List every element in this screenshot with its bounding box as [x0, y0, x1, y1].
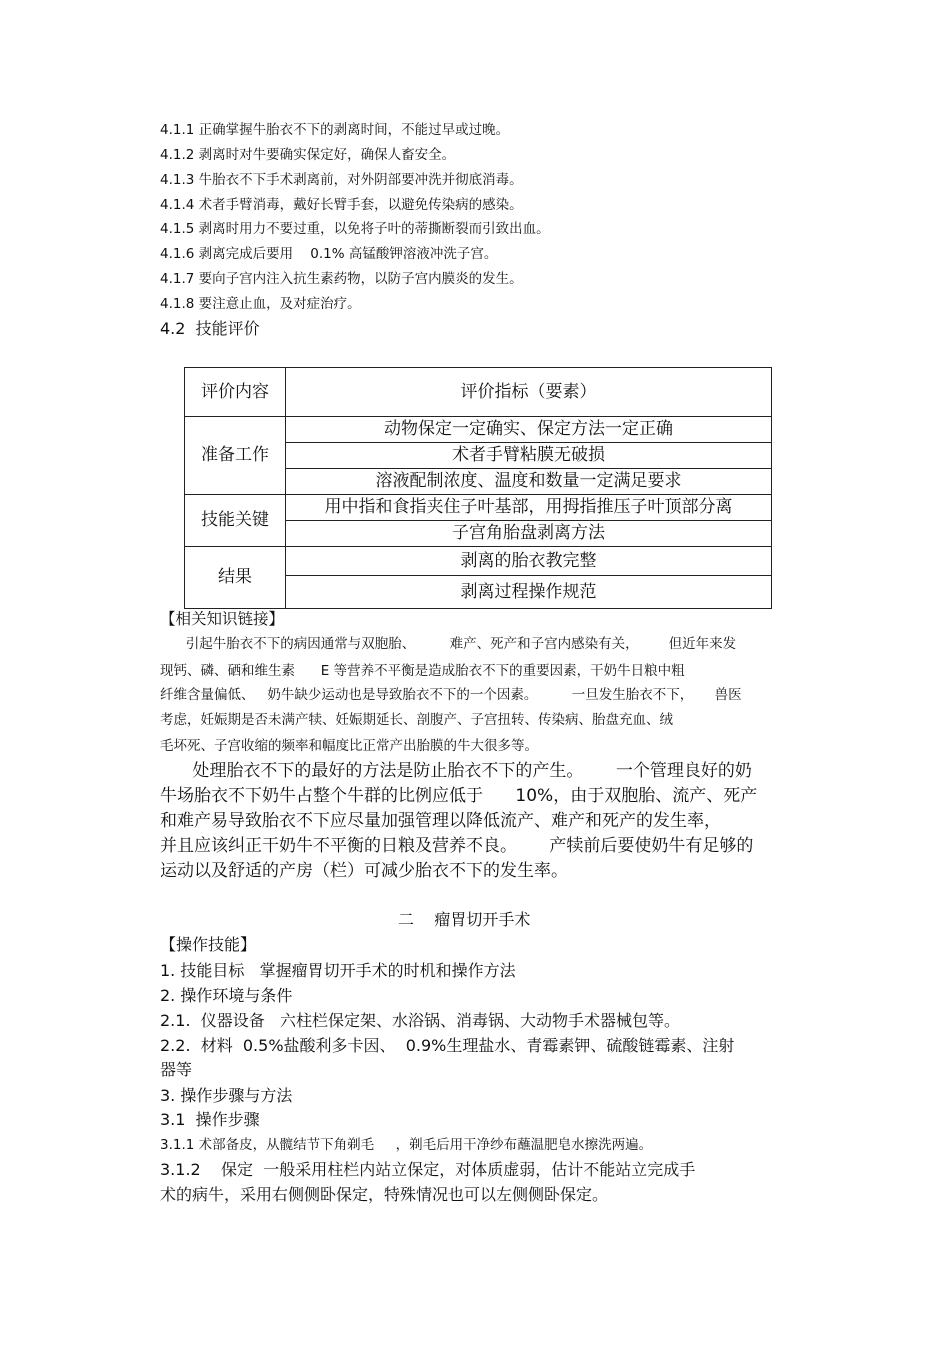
step-4-1-7: 4.1.7 要向子宫内注入抗生素药物，以防子宫内膜炎的发生。: [160, 271, 523, 287]
header-content: 评价内容: [185, 368, 286, 417]
knowledge-para1-line: 现钙、磷、硒和维生素 E 等营养不平衡是造成胎衣不下的重要因素，干奶牛日粮中粗: [160, 663, 685, 679]
knowledge-para2-line: 处理胎衣不下的最好的方法是防止胎衣不下的产生。 一个管理良好的奶: [160, 761, 752, 781]
step-4-1-1: 4.1.1 正确掌握牛胎衣不下的剥离时间，不能过早或过晚。: [160, 122, 510, 138]
section-2-line: 2.1. 仪器设备 六柱栏保定架、水浴锅、消毒锅、大动物手术器械包等。: [160, 1011, 680, 1030]
knowledge-para2-line: 和难产易导致胎衣不下应尽量加强管理以降低流产、难产和死产的发生率，: [160, 811, 721, 831]
result-item: 剥离的胎衣教完整: [286, 547, 772, 576]
step-3-1-1: 3.1.1 术部备皮，从髋结节下角剃毛 ，剃毛后用干净纱布蘸温肥皂水擦洗两遍。: [160, 1137, 653, 1153]
knowledge-para2-line: 并且应该纠正干奶牛不平衡的日粮及营养不良。 产犊前后要使奶牛有足够的: [160, 836, 754, 856]
step-3-1-2-line: 术的病牛，采用右侧侧卧保定，特殊情况也可以左侧侧卧保定。: [160, 1185, 609, 1204]
step-4-1-2: 4.1.2 剥离时对牛要确实保定好，确保人畜安全。: [160, 147, 456, 163]
prep-item: 术者手臂粘膜无破损: [286, 443, 772, 469]
knowledge-para1-line: 纤维含量偏低、 奶牛缺少运动也是导致胎衣不下的一个因素。 一旦发生胎衣不下， 兽医: [160, 687, 742, 703]
section-2-line: 3. 操作步骤与方法: [160, 1086, 293, 1105]
section-4-2-title: 4.2 技能评价: [160, 319, 260, 338]
result-item: 剥离过程操作规范: [286, 576, 772, 609]
section-2-line: 1. 技能目标 掌握瘤胃切开手术的时机和操作方法: [160, 961, 516, 980]
knowledge-para1-line: 考虑，妊娠期是否未满产犊、妊娠期延长、剖腹产、子宫扭转、传染病、胎盘充血、绒: [160, 712, 673, 728]
category-result: 结果: [185, 547, 286, 609]
prep-item: 溶液配制浓度、温度和数量一定满足要求: [286, 469, 772, 495]
section-2-title: 二 瘤胃切开手术: [398, 910, 531, 929]
step-4-1-4: 4.1.4 术者手臂消毒，戴好长臂手套，以避免传染病的感染。: [160, 197, 523, 213]
skill-evaluation-table: [184, 367, 772, 609]
step-4-1-5: 4.1.5 剥离时用力不要过重，以免将子叶的蒂撕断裂而引致出血。: [160, 221, 550, 237]
operation-skill-title: 【操作技能】: [160, 935, 257, 954]
header-indicator: 评价指标（要素）: [286, 368, 772, 417]
knowledge-para2-line: 牛场胎衣不下奶牛占整个牛群的比例应低于 10%，由于双胞胎、流产、死产: [160, 786, 758, 806]
section-2-line: 2.2. 材料 0.5%盐酸利多卡因、 0.9%生理盐水、青霉素钾、硫酸链霉素、注射: [160, 1036, 735, 1055]
skill-item: 子宫角胎盘剥离方法: [286, 521, 772, 547]
knowledge-para2-line: 运动以及舒适的产房（栏）可减少胎衣不下的发生率。: [160, 861, 568, 881]
section-2-line: 2. 操作环境与条件: [160, 986, 293, 1005]
knowledge-para1-line: 毛坏死、子宫收缩的频率和幅度比正常产出胎膜的牛大很多等。: [160, 738, 538, 754]
section-2-line: 3.1 操作步骤: [160, 1110, 260, 1129]
knowledge-link-title: 【相关知识链接】: [160, 610, 285, 628]
step-3-1-2-line: 3.1.2 保定 一般采用柱栏内站立保定，对体质虚弱，估计不能站立完成手: [160, 1160, 696, 1179]
section-2-line: 器等: [160, 1060, 193, 1079]
prep-item: 动物保定一定确实、保定方法一定正确: [286, 417, 772, 443]
step-4-1-3: 4.1.3 牛胎衣不下手术剥离前，对外阴部要冲洗并彻底消毒。: [160, 172, 523, 188]
step-4-1-8: 4.1.8 要注意止血，及对症治疗。: [160, 296, 361, 312]
category-prep: 准备工作: [185, 417, 286, 495]
step-4-1-6: 4.1.6 剥离完成后要用 0.1% 高锰酸钾溶液冲洗子宫。: [160, 246, 498, 262]
knowledge-para1-line: 引起牛胎衣不下的病因通常与双胞胎、 难产、死产和子宫内感染有关， 但近年来发: [160, 636, 737, 652]
category-skill: 技能关键: [185, 495, 286, 547]
skill-item: 用中指和食指夹住子叶基部，用拇指推压子叶顶部分离: [286, 495, 772, 521]
